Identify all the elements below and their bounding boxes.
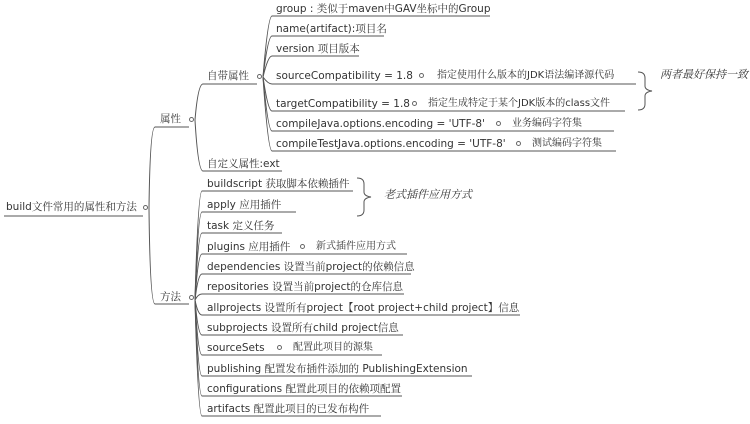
method-note: 新式插件应用方式 [316,241,396,252]
note-marker-icon [277,345,282,350]
note-marker-icon [516,141,521,146]
legacy-plugin-callout: 老式插件应用方式 [384,188,472,201]
method-item[interactable]: subprojects 设置所有child project信息 [207,322,399,334]
method-item[interactable]: allprojects 设置所有project【root project+child project】信息 [207,302,520,314]
method-item[interactable]: buildscript 获取脚本依赖插件 [207,178,350,190]
method-item[interactable]: repositories 设置当前project的仓库信息 [207,281,404,293]
builtin-properties-node[interactable]: 自带属性 [207,70,249,82]
connector-line [195,120,205,171]
note-marker-icon [496,121,501,126]
builtin-property-item[interactable]: compileTestJava.options.encoding = 'UTF-8' [276,138,506,150]
connector-line [149,208,158,304]
collapse-toggle-icon[interactable] [189,295,194,300]
builtin-property-item[interactable]: sourceCompatibility = 1.8 [276,70,413,82]
collapse-toggle-icon[interactable] [189,117,194,122]
connector-line [195,84,205,120]
method-item[interactable]: sourceSets [207,342,265,354]
method-item[interactable]: plugins 应用插件 [207,241,291,253]
method-item[interactable]: publishing 配置发布插件添加的 PublishingExtension [207,363,468,375]
connector-line [195,294,205,300]
property-note: 指定生成特定于某个JDK版本的class文件 [428,98,611,109]
connector-line [357,178,371,216]
compatibility-callout: 两者最好保持一致 [660,68,748,81]
method-note: 配置此项目的源集 [293,342,373,353]
root-node[interactable]: build文件常用的属性和方法 [6,201,137,213]
note-marker-icon [300,244,305,249]
method-item[interactable]: configurations 配置此项目的依赖项配置 [207,383,401,395]
method-item[interactable]: task 定义任务 [207,220,275,232]
connector-line [638,72,652,110]
builtin-property-item[interactable]: targetCompatibility = 1.8 [276,98,410,110]
collapse-toggle-icon[interactable] [257,74,262,79]
method-item[interactable]: artifacts 配置此项目的已发布构件 [207,403,370,415]
builtin-property-item[interactable]: name(artifact):项目名 [276,23,387,35]
connector-line [149,127,158,208]
custom-properties-node[interactable]: 自定义属性:ext [207,158,280,170]
builtin-property-item[interactable]: version 项目版本 [276,43,360,55]
property-note: 业务编码字符集 [512,118,582,129]
note-marker-icon [412,101,417,106]
property-note: 测试编码字符集 [532,138,602,149]
builtin-property-item[interactable]: group : 类似于maven中GAV坐标中的Group [276,3,491,15]
connector-line [263,77,274,84]
method-item[interactable]: dependencies 设置当前project的依赖信息 [207,261,415,273]
properties-node[interactable]: 属性 [160,113,181,125]
note-marker-icon [419,73,424,78]
methods-node[interactable]: 方法 [160,291,181,303]
builtin-property-item[interactable]: compileJava.options.encoding = 'UTF-8' [276,118,485,130]
property-note: 指定使用什么版本的JDK语法编译源代码 [437,70,615,81]
collapse-toggle-icon[interactable] [143,205,148,210]
method-item[interactable]: apply 应用插件 [207,199,282,211]
